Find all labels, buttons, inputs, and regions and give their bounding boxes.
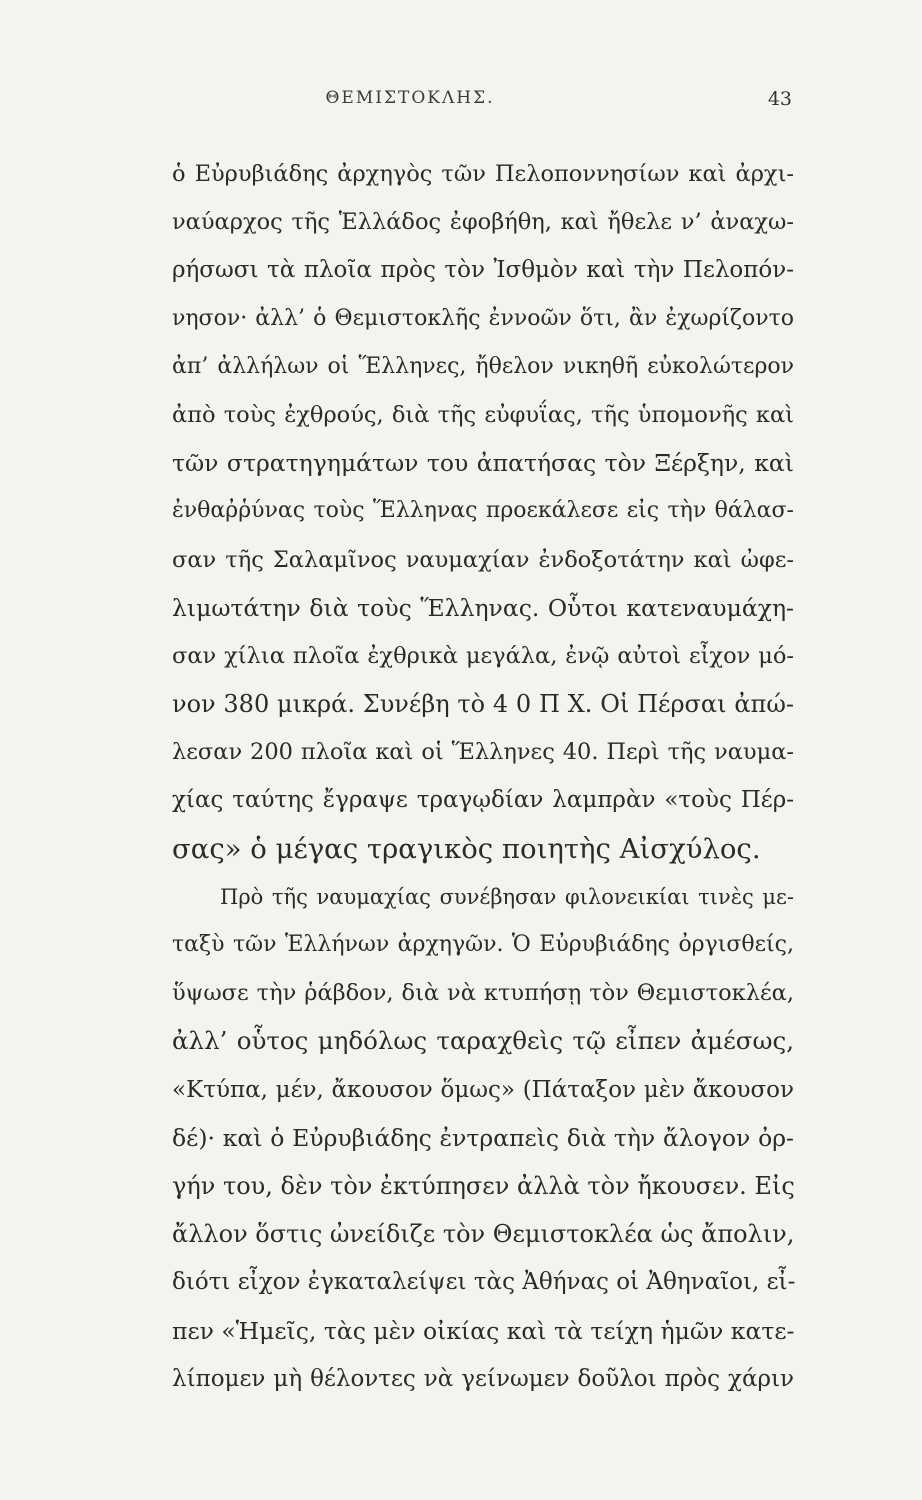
text-line: ἀλλ’ οὗτος μηδόλως ταραχθεὶς τῷ εἶπεν ἀμέσως, [172,1026,794,1056]
text-line: λεσαν 200 πλοῖα καὶ οἱ Ἕλληνες 40. Περὶ τῆς ναυμα- [172,739,794,766]
text-line: νησον· ἀλλ’ ὁ Θεμιστοκλῆς ἐννοῶν ὅτι, ἂν ἐχωρίζοντο [172,305,794,331]
text-line: χίας ταύτης ἔγραψε τραγῳδίαν λαμπρὰν «τοὺς Πέρ- [172,787,794,814]
running-head [0,88,922,118]
text-line: ἄλλον ὅστις ὠνείδιζε τὸν Θεμιστοκλέα ὡς ἄπολιν, [172,1220,795,1249]
text-line: ὁ Εὐρυβιάδης ἀρχηγὸς τῶν Πελοποννησίων καὶ ἀρχι- [172,161,794,187]
text-line: λίπομεν μὴ θέλοντες νὰ γείνωμεν δοῦλοι πρὸς χάριν [172,1365,794,1392]
text-line: λιμωτάτην διὰ τοὺς Ἕλληνας. Οὗτοι κατεναυμάχη- [172,593,794,622]
text-line: νον 380 μικρά. Συνέβη τὸ 4 0 Π Χ. Οἱ Πέρσαι ἀπώ- [172,690,794,719]
text-line: ταξὺ τῶν Ἑλλήνων ἀρχηγῶν. Ὁ Εὐρυβιάδης ὀργισθείς, [172,932,794,957]
running-head-title: ΘΕΜΙΣΤΟΚΛΗΣ. [325,88,495,108]
text-line: ἀπὸ τοὺς ἐχθρούς, διὰ τῆς εὐφυΐας, τῆς ὑπομονῆς καὶ [172,401,794,428]
text-line: ναύαρχος τῆς Ἑλλάδος ἐφοβήθη, καὶ ἤθελε ν’ ἀναχω- [172,209,794,236]
text-line: ἀπ’ ἀλλήλων οἱ Ἕλληνες, ἤθελον νικηθῆ εὐκολώτερον [172,353,794,379]
text-line: δέ)· καὶ ὁ Εὐρυβιάδης ἐντραπεὶς διὰ τὴν ἄλογον ὀρ- [172,1123,794,1152]
text-line: γήν του, δὲν τὸν ἐκτύπησεν ἀλλὰ τὸν ἤκουσεν. Εἰς [172,1171,795,1200]
text-line: πεν «Ἡμεῖς, τὰς μὲν οἰκίας καὶ τὰ τείχη ἡμῶν κατε- [172,1316,795,1345]
text-line: ἐνθαῤῥύνας τοὺς Ἕλληνας προεκάλεσε εἰς τὴν θάλασ- [172,498,794,524]
text-line: τῶν στρατηγημάτων του ἀπατήσας τὸν Ξέρξην, καὶ [172,449,794,478]
page-number: 43 [767,88,792,110]
body-text [172,150,794,1403]
text-line: «Κτύπα, μέν, ἄκουσον ὅμως» (Πάταξον μὲν ἄκουσον [172,1076,794,1103]
paragraph-start-line: Πρὸ τῆς ναυμαχίας συνέβησαν φιλονεικίαι τινὲς με- [220,884,794,909]
paragraph-end-line: σας» ὁ μέγας τραγικὸς ποιητὴς Αἰσχύλος. [172,832,761,865]
text-line: διότι εἶχον ἐγκαταλείψει τὰς Ἀθήνας οἱ Ἀθηναῖοι, εἶ- [172,1269,796,1296]
text-line: σαν χίλια πλοῖα ἐχθρικὰ μεγάλα, ἐνῷ αὐτοὶ εἶχον μό- [172,642,794,669]
text-line: ρήσωσι τὰ πλοῖα πρὸς τὸν Ἰσθμὸν καὶ τὴν Πελοπόν- [172,257,794,284]
text-line: σαν τῆς Σαλαμῖνος ναυμαχίαν ἐνδοξοτάτην καὶ ὠφε- [172,546,794,573]
text-line: ὕψωσε τὴν ῥάβδον, διὰ νὰ κτυπήσῃ τὸν Θεμιστοκλέα, [172,980,794,1007]
